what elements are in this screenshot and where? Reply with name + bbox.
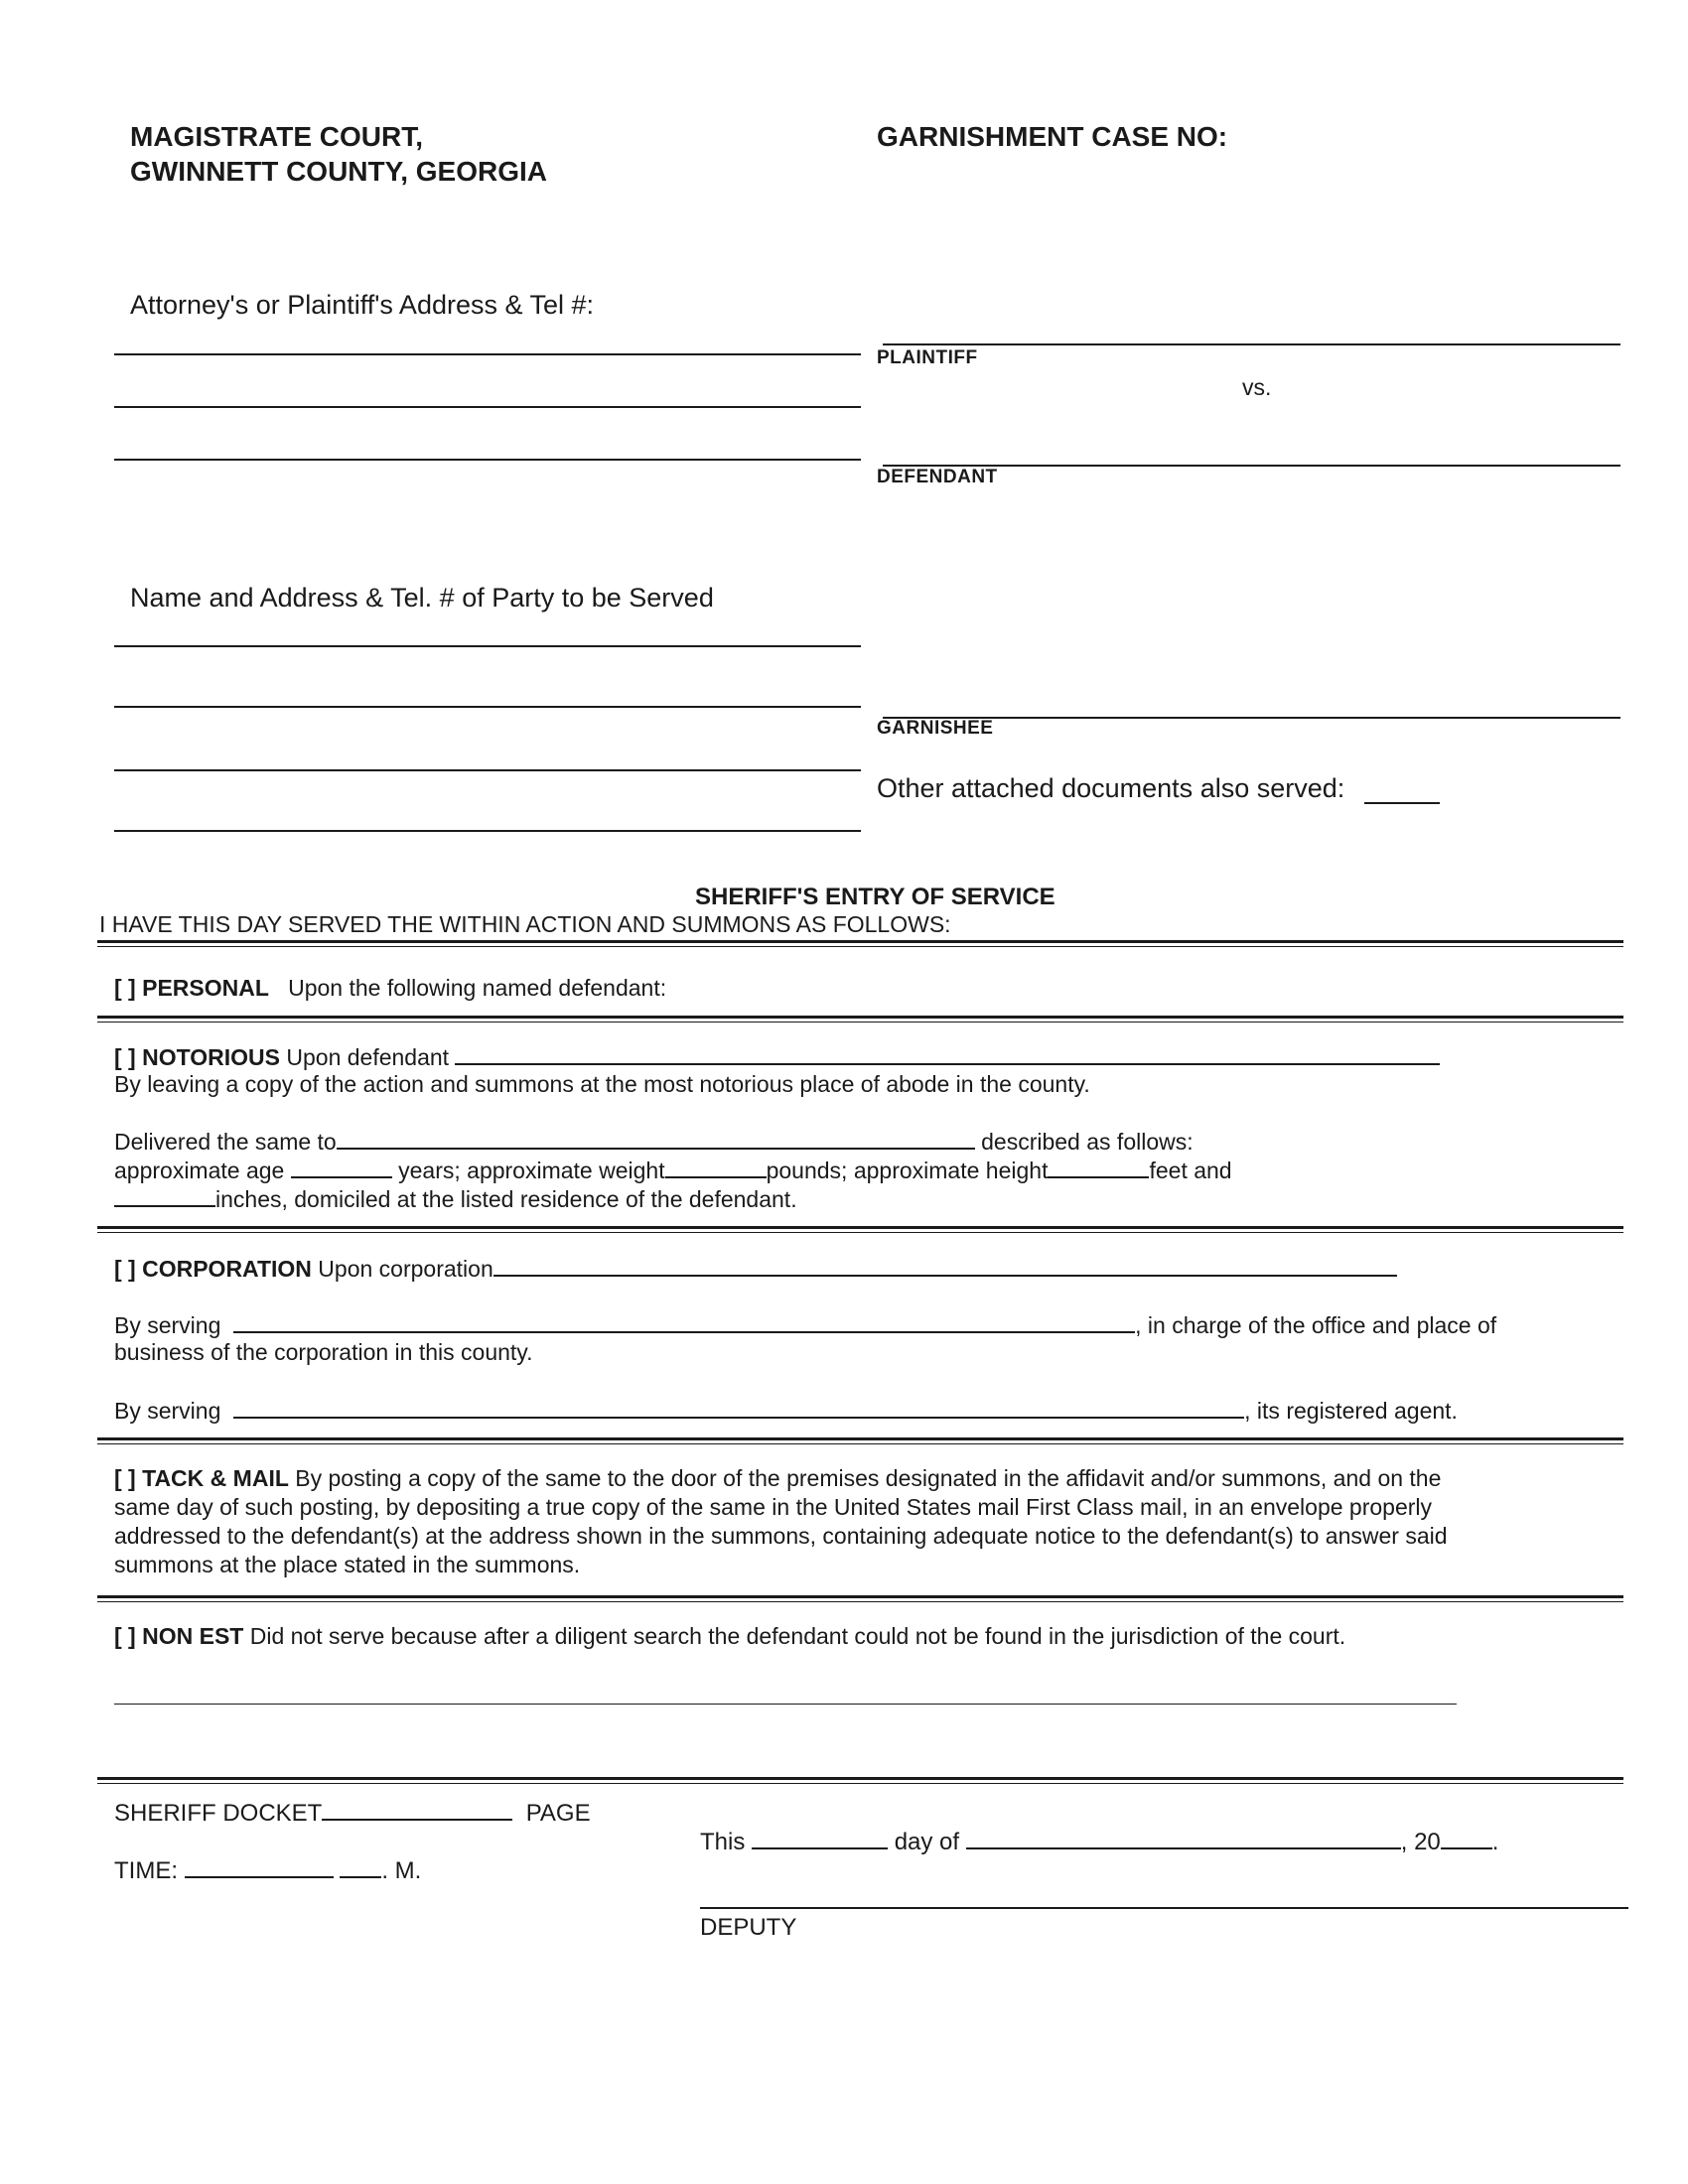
corporation-field[interactable] xyxy=(493,1253,1397,1277)
delivered-to-field[interactable] xyxy=(337,1126,975,1150)
plaintiff-label: PLAINTIFF xyxy=(877,347,978,368)
corporation-section xyxy=(114,1253,1397,1284)
notorious-text: Upon defendant xyxy=(286,1044,450,1070)
versus-label: vs. xyxy=(1242,374,1272,400)
year-field[interactable] xyxy=(1441,1826,1492,1849)
day-of-label: day of xyxy=(894,1829,960,1855)
non-est-notes-field[interactable] xyxy=(114,1704,1457,1705)
party-served-line-2[interactable] xyxy=(114,706,861,708)
registered-agent-label: , its registered agent. xyxy=(1244,1398,1458,1424)
description-row xyxy=(114,1155,1232,1185)
docket-field[interactable] xyxy=(322,1797,512,1821)
corporation-business-text: business of the corporation in this county. xyxy=(114,1339,533,1365)
party-served-line-4[interactable] xyxy=(114,830,861,832)
tack-mail-heading: TACK & MAIL xyxy=(142,1465,289,1491)
height-label: pounds; approximate height xyxy=(766,1158,1049,1183)
attorney-address-line-3[interactable] xyxy=(114,459,861,461)
deputy-label: DEPUTY xyxy=(700,1914,797,1941)
personal-checkbox[interactable]: [ ] xyxy=(114,975,136,1001)
other-documents-label: Other attached documents also served: xyxy=(877,773,1345,803)
page-label: PAGE xyxy=(525,1800,591,1827)
defendant-label: DEFENDANT xyxy=(877,467,998,487)
divider xyxy=(97,1437,1623,1444)
notorious-defendant-field[interactable] xyxy=(455,1041,1440,1065)
by-serving-label-2: By serving xyxy=(114,1398,221,1424)
date-row xyxy=(700,1826,1498,1856)
by-serving-label-1: By serving xyxy=(114,1312,221,1338)
tack-mail-line4: summons at the place stated in the summons. xyxy=(114,1552,581,1577)
height-feet-field[interactable] xyxy=(1048,1155,1149,1178)
notorious-line2: By leaving a copy of the action and summons at the most notorious place of abode in the county. xyxy=(114,1071,1090,1097)
time-row xyxy=(114,1854,421,1885)
time-label: TIME: xyxy=(114,1857,178,1884)
plaintiff-field[interactable] xyxy=(883,343,1620,345)
am-pm-label: . M. xyxy=(381,1857,422,1884)
tack-mail-line3: addressed to the defendant(s) at the address shown in the summons, containing adequate notice to the defendant(s) to answer said xyxy=(114,1523,1448,1549)
age-label: approximate age xyxy=(114,1158,285,1183)
corporation-heading: CORPORATION xyxy=(142,1256,312,1282)
attorney-address-label: Attorney's or Plaintiff's Address & Tel #: xyxy=(130,290,595,320)
other-documents-field[interactable] xyxy=(1364,802,1440,804)
corporation-agent-row xyxy=(114,1395,1458,1426)
corporation-serving-row xyxy=(114,1309,1496,1340)
tack-mail-line1 xyxy=(114,1464,1441,1493)
non-est-checkbox[interactable]: [ ] xyxy=(114,1623,136,1649)
time-field[interactable] xyxy=(185,1854,334,1878)
height-inches-field[interactable] xyxy=(114,1183,215,1207)
docket-row xyxy=(114,1797,591,1828)
court-name-line1: MAGISTRATE COURT, xyxy=(130,121,424,152)
personal-section xyxy=(114,974,666,1003)
non-est-heading: NON EST xyxy=(142,1623,244,1649)
deputy-signature-field[interactable] xyxy=(700,1907,1628,1909)
attorney-address-line-1[interactable] xyxy=(114,353,861,355)
divider xyxy=(97,1777,1623,1784)
notorious-section xyxy=(114,1041,1440,1072)
am-pm-field[interactable] xyxy=(340,1854,381,1878)
personal-text: Upon the following named defendant: xyxy=(288,975,667,1001)
feet-label: feet and xyxy=(1149,1158,1232,1183)
service-intro: I HAVE THIS DAY SERVED THE WITHIN ACTION AND SUMMONS AS FOLLOWS: xyxy=(99,911,951,937)
tack-mail-checkbox[interactable]: [ ] xyxy=(114,1465,136,1491)
personal-heading: PERSONAL xyxy=(142,975,269,1001)
tack-mail-text-1: By posting a copy of the same to the door of the premises designated in the affidavit and/or summons, and on the xyxy=(295,1465,1442,1491)
inches-label: inches, domiciled at the listed residence of the defendant. xyxy=(215,1186,797,1212)
notorious-heading: NOTORIOUS xyxy=(142,1044,280,1070)
case-number-label: GARNISHMENT CASE NO: xyxy=(877,121,1228,152)
delivered-label: Delivered the same to xyxy=(114,1129,337,1155)
weight-field[interactable] xyxy=(665,1155,767,1178)
year-prefix: , 20 xyxy=(1400,1829,1441,1855)
garnishee-label: GARNISHEE xyxy=(877,718,994,739)
officer-served-field[interactable] xyxy=(233,1309,1135,1333)
delivered-row xyxy=(114,1126,1194,1157)
notorious-checkbox[interactable]: [ ] xyxy=(114,1044,136,1070)
non-est-text: Did not serve because after a diligent search the defendant could not be found in the jurisdiction of the court. xyxy=(249,1623,1346,1649)
age-field[interactable] xyxy=(291,1155,392,1178)
corporation-checkbox[interactable]: [ ] xyxy=(114,1256,136,1282)
tack-mail-line2: same day of such posting, by depositing a true copy of the same in the United States mail First Class mail, in an envelope properly xyxy=(114,1494,1433,1520)
non-est-section xyxy=(114,1622,1345,1651)
described-label: described as follows: xyxy=(981,1129,1194,1155)
this-label: This xyxy=(700,1829,746,1855)
docket-label: SHERIFF DOCKET xyxy=(114,1800,323,1827)
month-field[interactable] xyxy=(966,1826,1401,1849)
divider xyxy=(97,1595,1623,1602)
in-charge-label: , in charge of the office and place of xyxy=(1135,1312,1497,1338)
inches-row xyxy=(114,1183,797,1214)
party-served-line-1[interactable] xyxy=(114,645,861,647)
registered-agent-field[interactable] xyxy=(233,1395,1244,1419)
corporation-text: Upon corporation xyxy=(318,1256,493,1282)
divider xyxy=(97,1226,1623,1233)
party-served-line-3[interactable] xyxy=(114,769,861,771)
party-served-label: Name and Address & Tel. # of Party to be Served xyxy=(130,583,714,613)
attorney-address-line-2[interactable] xyxy=(114,406,861,408)
divider xyxy=(97,1016,1623,1023)
year-suffix: . xyxy=(1491,1829,1499,1855)
weight-label: years; approximate weight xyxy=(398,1158,665,1183)
divider xyxy=(97,940,1623,947)
court-name-line2: GWINNETT COUNTY, GEORGIA xyxy=(130,156,547,187)
day-field[interactable] xyxy=(752,1826,888,1849)
service-title: SHERIFF'S ENTRY OF SERVICE xyxy=(695,884,1055,910)
